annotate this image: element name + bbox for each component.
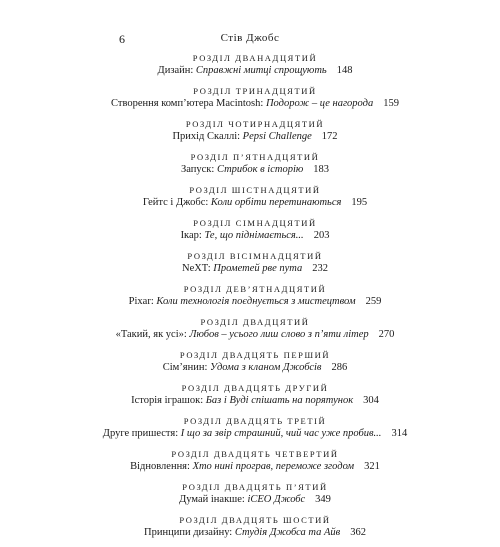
chapter-heading: РОЗДІЛ ДВАДЦЯТЬ ЧЕТВЕРТИЙ <box>171 449 339 459</box>
chapter-title: Друге пришестя: <box>102 428 179 439</box>
toc-entry <box>100 316 410 341</box>
chapter-page-number: 148 <box>336 65 353 76</box>
chapter-title: Дизайн: <box>157 65 194 76</box>
chapter-subtitle: Любов – усього лиш слово з п’яти літер <box>189 329 369 340</box>
chapter-title-line <box>100 394 410 407</box>
chapter-title: Ікар: <box>180 230 202 241</box>
chapter-heading: РОЗДІЛ ДВАДЦЯТЬ ШОСТИЙ <box>179 515 331 525</box>
chapter-title: Pixar: <box>128 296 154 307</box>
chapter-title-line <box>100 64 410 77</box>
chapter-subtitle: Справжні митці спрощують <box>195 65 327 76</box>
chapter-title: Історія іграшок: <box>131 395 204 406</box>
chapter-heading: РОЗДІЛ ДВАДЦЯТЬ ПЕРШИЙ <box>179 350 331 360</box>
running-title: Стів Джобс <box>220 32 280 44</box>
chapter-heading: РОЗДІЛ ВІСІМНАДЦЯТИЙ <box>187 251 323 261</box>
chapter-page-number: 270 <box>378 329 395 340</box>
chapter-subtitle: Стрибок в історію <box>216 164 304 175</box>
toc-entry <box>100 415 410 440</box>
chapter-title: Створення комп’ютера Macintosh: <box>111 98 264 109</box>
chapter-subtitle: Подорож – це нагорода <box>265 98 374 109</box>
toc-entry <box>100 283 410 308</box>
chapter-page-number: 314 <box>391 428 408 439</box>
chapter-heading: РОЗДІЛ ТРИНАДЦЯТИЙ <box>193 86 317 96</box>
chapter-page-number: 183 <box>313 164 330 175</box>
chapter-title-line <box>100 328 410 341</box>
chapter-page-number: 159 <box>383 98 399 109</box>
chapter-subtitle: Баз і Вуді спішать на порятунок <box>205 395 354 406</box>
chapter-title-line <box>100 163 410 176</box>
toc-entry <box>100 85 410 110</box>
chapter-subtitle: iCEO Джобс <box>247 494 306 505</box>
chapter-page-number: 349 <box>315 494 331 505</box>
chapter-page-number: 203 <box>313 230 330 241</box>
chapter-subtitle: І що за звір страшний, чий час уже пробив... <box>180 428 382 439</box>
chapter-title: Прихід Скаллі: <box>172 131 241 142</box>
toc-entry <box>100 448 410 473</box>
chapter-heading: РОЗДІЛ ДВАДЦЯТИЙ <box>200 317 310 327</box>
chapter-subtitle: Хто нині програв, переможе згодом <box>192 461 355 472</box>
chapter-page-number: 195 <box>351 197 368 208</box>
toc-entry <box>100 118 410 143</box>
chapter-heading: РОЗДІЛ ДВАНАДЦЯТИЙ <box>192 53 318 63</box>
chapter-subtitle: Коли технологія поєднується з мистецтвом <box>156 296 356 307</box>
toc-entry <box>100 382 410 407</box>
chapter-title: NeXT: <box>181 263 211 274</box>
toc-entry <box>100 514 410 539</box>
chapter-title: Запуск: <box>180 164 215 175</box>
chapter-heading: РОЗДІЛ П’ЯТНАДЦЯТИЙ <box>190 152 320 162</box>
chapter-subtitle: Коли орбіти перетинаються <box>210 197 342 208</box>
chapter-title: Думай інакше: <box>179 494 245 505</box>
chapter-page-number: 259 <box>365 296 382 307</box>
chapter-page-number: 172 <box>321 131 338 142</box>
chapter-title-line <box>100 295 410 308</box>
chapter-page-number: 304 <box>363 395 379 406</box>
chapter-title: Принципи дизайну: <box>144 527 233 538</box>
chapter-heading: РОЗДІЛ ДВАДЦЯТЬ ТРЕТІЙ <box>183 416 327 426</box>
chapter-title-line <box>100 130 410 143</box>
chapter-heading: РОЗДІЛ ЧОТИРНАДЦЯТИЙ <box>185 119 325 129</box>
chapter-page-number: 321 <box>364 461 380 472</box>
chapter-heading: РОЗДІЛ ДВАДЦЯТЬ ДРУГИЙ <box>181 383 329 393</box>
chapter-subtitle: Удома з кланом Джобсів <box>210 362 322 373</box>
chapter-heading: РОЗДІЛ ДВАДЦЯТЬ П’ЯТИЙ <box>182 482 328 492</box>
chapter-subtitle: Pepsi Challenge <box>242 131 312 142</box>
chapter-subtitle: Те, що піднімається... <box>204 230 304 241</box>
toc-entry <box>100 151 410 176</box>
toc-entry <box>100 349 410 374</box>
chapter-title-line <box>100 196 410 209</box>
page-header <box>0 32 500 48</box>
chapter-subtitle: Студія Джобса та Айв <box>234 527 341 538</box>
toc-entry <box>100 250 410 275</box>
chapter-title-line <box>100 361 410 374</box>
chapter-title: Гейтс і Джобс: <box>142 197 209 208</box>
chapter-title-line <box>100 460 410 473</box>
chapter-title-line <box>100 229 410 242</box>
chapter-title-line <box>100 427 410 440</box>
chapter-heading: РОЗДІЛ ШІСТНАДЦЯТИЙ <box>189 185 321 195</box>
chapter-heading: РОЗДІЛ ДЕВ’ЯТНАДЦЯТИЙ <box>183 284 327 294</box>
chapter-page-number: 232 <box>312 263 328 274</box>
chapter-title: Сім’янин: <box>162 362 208 373</box>
page-number: 6 <box>119 32 125 46</box>
table-of-contents <box>100 52 410 547</box>
chapter-page-number: 362 <box>350 527 366 538</box>
chapter-title-line <box>100 262 410 275</box>
toc-entry <box>100 481 410 506</box>
toc-entry <box>100 217 410 242</box>
chapter-title-line <box>100 526 410 539</box>
toc-entry <box>100 52 410 77</box>
chapter-title: «Такий, як усі»: <box>115 329 187 340</box>
chapter-subtitle: Прометей рве пута <box>213 263 303 274</box>
chapter-page-number: 286 <box>331 362 348 373</box>
chapter-title-line <box>100 97 410 110</box>
chapter-title: Відновлення: <box>130 461 190 472</box>
toc-entry <box>100 184 410 209</box>
chapter-heading: РОЗДІЛ СІМНАДЦЯТИЙ <box>193 218 317 228</box>
